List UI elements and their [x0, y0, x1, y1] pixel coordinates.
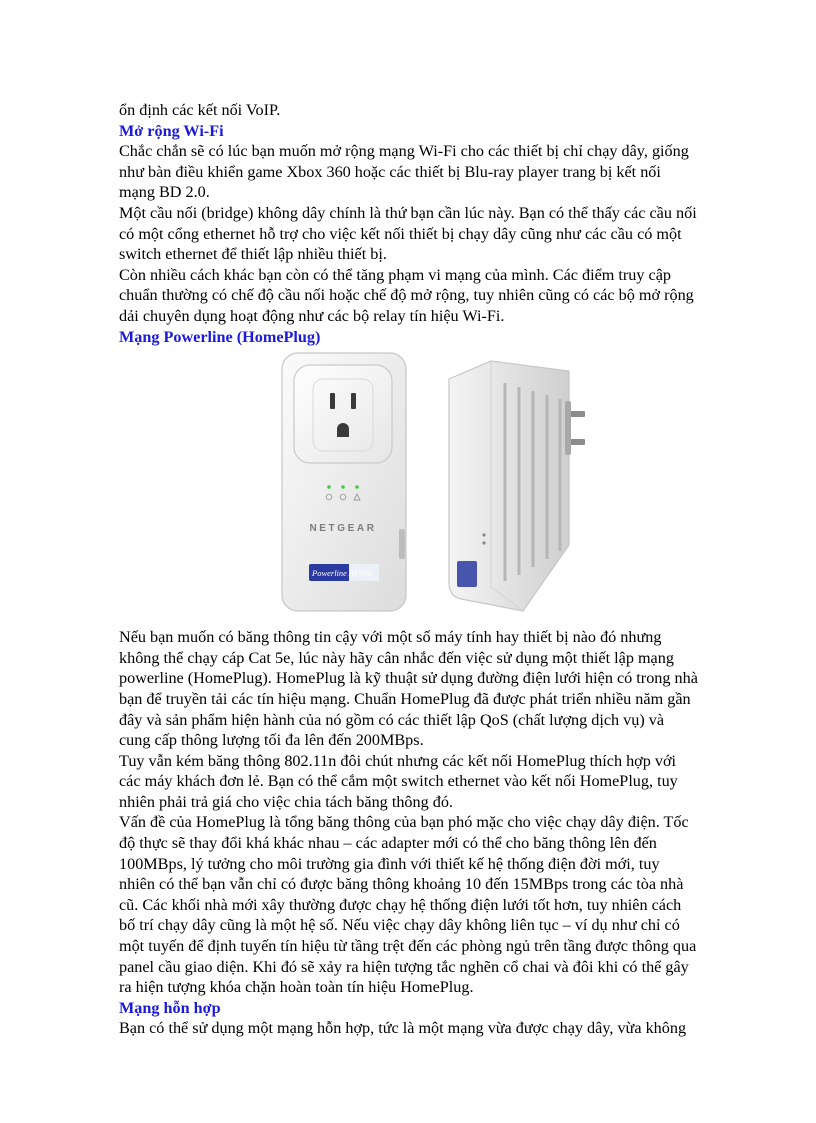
powerline-paragraph-1: Nếu bạn muốn có băng thông tin cậy với một số máy tính hay thiết bị nào đó nhưng không thể chạy cáp Cat 5e, lúc này hãy cân nhắc đến việc sử dụng một thiết lập mạng powerline (HomePlug). HomePlug là kỹ thuật sử dụng đường điện lưới hiện có trong nhà bạn để truyền tải các tín hiệu mạng. Chuẩn HomePlug đã được phát triển nhiều năm gần đây và sản phẩm hiện hành của nó gồm có các thiết lập QoS (chất lượng dịch vụ) và cung cấp thông lượng tối đa lên đến 200MBps.	[119, 628, 698, 750]
heading-wifi-extension: Mở rộng Wi-Fi	[119, 121, 224, 140]
netgear-logo: NETGEAR	[309, 523, 377, 535]
side-adapter	[449, 361, 585, 611]
svg-text:Powerline AV500: Powerline AV500	[312, 568, 372, 579]
heading-powerline: Mạng Powerline (HomePlug)	[119, 327, 321, 346]
plug-prongs	[565, 401, 585, 455]
outlet-socket	[294, 365, 392, 463]
front-adapter	[282, 353, 406, 611]
intro-line: ổn định các kết nối VoIP.	[119, 101, 281, 119]
powerline-badge	[309, 564, 379, 581]
hybrid-paragraph-1: Bạn có thể sử dụng một mạng hỗn hợp, tức là một mạng vừa được chạy dây, vừa không	[119, 1019, 687, 1038]
powerline-paragraph-3: Vấn đề của HomePlug là tổng băng thông của bạn phó mặc cho việc chạy dây điện. Tốc độ thực sẽ thay đổi khá khác nhau – các adapter mới có thể cho băng thông lên đến 100MBps, lý tưởng cho môi trường gia đình với thiết kế hệ thống điện đời mới, tuy nhiên có thể bạn vẫn chỉ có được băng thông khoảng 10 đến 15MBps trong các tòa nhà cũ. Các khối nhà mới xây thường được chạy hệ thống điện lưới tốt hơn, tuy nhiên cách bố trí chạy dây cũng là một hệ số. Nếu việc chạy dây không liên tục – ví dụ như chỉ có một tuyến để định tuyến tín hiệu từ tầng trệt đến các phòng ngủ trên tầng được thông qua panel cầu giao diện. Khi đó sẽ xảy ra hiện tượng tắc nghẽn cổ chai và đôi khi có thể gây ra hiện tượng khóa chặn hoàn toàn tín hiệu HomePlug.	[119, 813, 697, 997]
powerline-adapters-image	[119, 349, 699, 623]
powerline-paragraph-2: Tuy vẫn kém băng thông 802.11n đôi chút nhưng các kết nối HomePlug thích hợp với các máy khách đơn lẻ. Bạn có thể cắm một switch ethernet vào kết nối HomePlug, tuy nhiên phải trả giá cho việc chia tách băng thông đó.	[119, 751, 678, 811]
heading-hybrid-network: Mạng hỗn hợp	[119, 998, 221, 1017]
wifi-paragraph-2: Một cầu nối (bridge) không dây chính là thứ bạn cần lúc này. Bạn có thể thấy các cầu nối có một cổng ethernet hỗ trợ cho việc kết nối thiết bị chạy dây cũng như các cầu có một switch ethernet để thiết lập nhiều thiết bị.	[119, 203, 697, 264]
wifi-paragraph-1: Chắc chắn sẽ có lúc bạn muốn mở rộng mạng Wi-Fi cho các thiết bị chỉ chạy dây, giống như bàn điều khiển game Xbox 360 hoặc các thiết bị Blu-ray player trang bị kết nối mạng BD 2.0.	[119, 142, 689, 202]
document-page	[119, 100, 699, 1039]
wifi-paragraph-3: Còn nhiều cách khác bạn còn có thể tăng phạm vi mạng của mình. Các điểm truy cập chuẩn thường có chế độ cầu nối hoặc chế độ mở rộng, tuy nhiên cũng có các bộ mở rộng dải chuyên dụng hoạt động như các bộ relay tín hiệu Wi-Fi.	[119, 265, 694, 325]
